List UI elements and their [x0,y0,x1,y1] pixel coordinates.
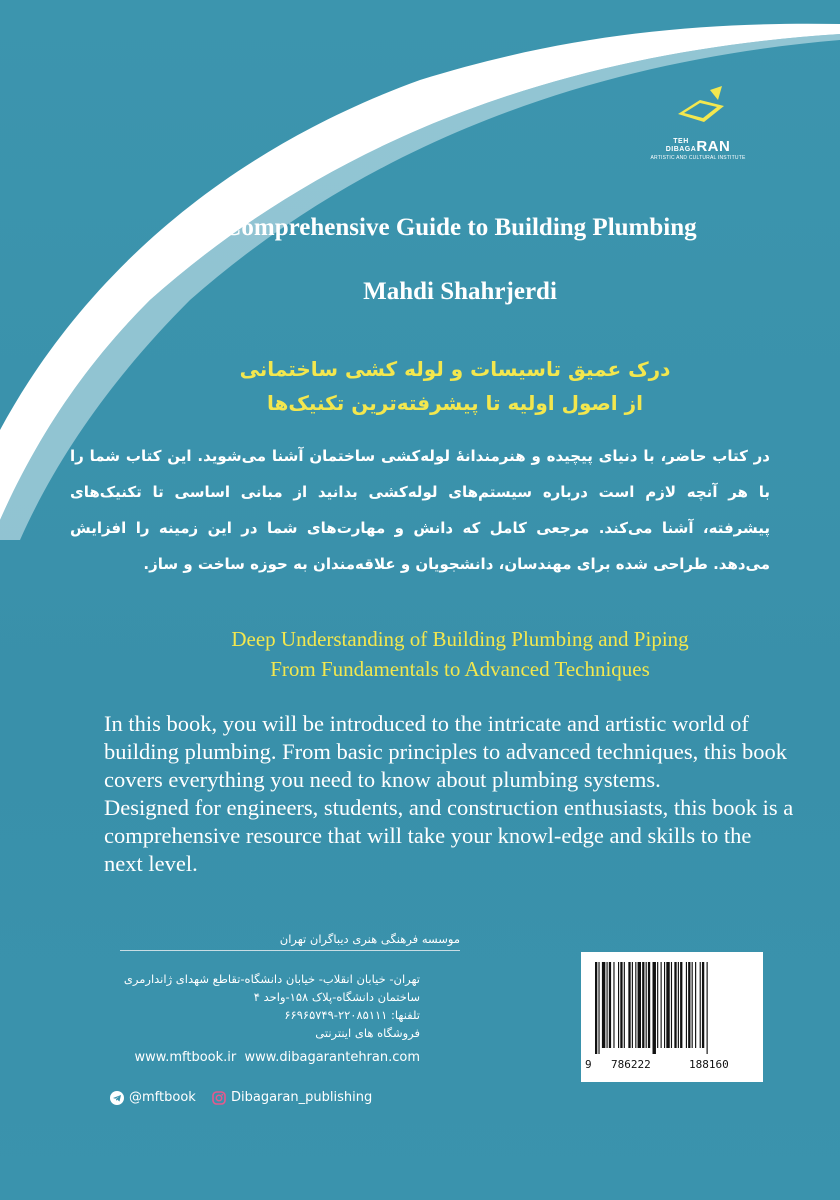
address-line: تهران- خیابان انقلاب- خیابان دانشگاه-تقاطع شهدای ژاندارمری [123,972,420,986]
hat-logo-icon [670,80,730,128]
barcode-bar [686,962,687,1048]
barcode-bar [692,962,693,1048]
publisher-name: موسسه فرهنگی هنری دیباگران تهران [120,932,460,951]
english-heading-line: Deep Understanding of Building Plumbing and Piping [231,627,689,651]
barcode-bar [595,962,597,1054]
barcode-bar [602,962,605,1048]
book-title-english: Comprehensive Guide to Building Plumbing [223,214,697,241]
barcode-bar [666,962,669,1048]
barcode-bar [700,962,701,1048]
barcode-bar [613,962,614,1048]
english-heading [120,624,800,684]
instagram-handle: Dibagaran_publishing [231,1090,373,1105]
barcode-bar [678,962,679,1048]
telegram-handle: @mftbook [129,1090,196,1105]
website-link[interactable]: www.dibagarantehran.com [244,1050,420,1065]
barcode-bar [607,962,608,1048]
barcode-bar [648,962,650,1048]
barcode-bar [618,962,619,1048]
barcode-bar [661,962,662,1048]
instagram-icon [212,1091,226,1105]
barcode-bar [702,962,704,1048]
barcode-group: 188160 [689,1058,729,1071]
isbn-barcode [581,952,763,1082]
barcode-bar [628,962,630,1048]
barcode-bar [598,962,599,1054]
barcode-bar [657,962,658,1048]
barcode-bar [688,962,690,1048]
telegram-icon [110,1091,124,1105]
persian-heading-line: درک عمیق تاسیسات و لوله کشی ساختمانی [239,357,671,381]
barcode-bar [635,962,636,1048]
address-line: ساختمان دانشگاه-پلاک ۱۵۸-واحد ۴ [253,990,420,1004]
social-links [110,1090,410,1112]
barcode-bar [642,962,644,1048]
website-link[interactable]: www.mftbook.ir [134,1050,237,1065]
barcode-bar [620,962,622,1048]
barcode-bar [674,962,676,1048]
barcode-prefix: 9 [585,1058,592,1071]
persian-heading-line: از اصول اولیه تا پیشرفته‌ترین تکنیک‌ها [266,391,643,415]
barcode-bar [653,962,656,1054]
phone-numbers: تلفنها: ۲۲۰۸۵۱۱۱-۶۶۹۶۵۷۴۹ [284,1008,420,1022]
english-description [104,710,794,878]
barcode-bar [671,962,672,1048]
barcode-bar [680,962,682,1048]
publisher-logo [648,80,748,172]
instagram-link[interactable] [212,1090,372,1105]
english-paragraph: In this book, you will be introduced to the intricate and artistic world of building plumbing. From basic principles to advanced techniques, this book covers everything you need to know about plumbing systems. [104,711,788,792]
barcode-bar [707,962,708,1054]
publisher-address [60,970,420,1042]
english-heading-line: From Fundamentals to Advanced Techniques [270,657,650,681]
barcode-bar [624,962,625,1048]
persian-heading [155,352,755,420]
barcode-bar [664,962,665,1048]
barcode-group: 786222 [611,1058,651,1071]
persian-description: در کتاب حاضر، با دنیای پیچیده و هنرمندانهٔ لوله‌کشی ساختمان آشنا می‌شوید. این کتاب شما را با هر آنچه لازم است درباره سیستم‌های لوله‌کشی بدانید از مبانی اساسی تا تکنیک‌های پیشرفته، آشنا می‌کند. مرجعی کامل که دانش و مهارت‌های شما در این زمینه را افزایش می‌دهد. طراحی شده برای مهندسان، دانشجویان و علاقه‌مندان به حوزه ساخت و ساز. [70,447,770,573]
logo-wordmark: TEH DIBAGARAN [665,138,731,155]
logo-subtitle: ARTISTIC AND CULTURAL INSTITUTE [650,155,746,161]
barcode-bar [646,962,647,1048]
author-name: Mahdi Shahrjerdi [363,278,557,305]
telegram-link[interactable] [110,1090,196,1105]
online-stores-label: فروشگاه های اینترنتی [315,1026,420,1040]
barcode-bar [638,962,641,1048]
websites [70,1050,420,1065]
english-paragraph: Designed for engineers, students, and construction enthusiasts, this book is a comprehensive resource that will take your knowl-edge and skills to the next level. [104,795,794,876]
barcode-bars [589,962,755,1054]
barcode-bar [695,962,696,1048]
barcode-bar [632,962,633,1048]
barcode-bar [609,962,611,1048]
